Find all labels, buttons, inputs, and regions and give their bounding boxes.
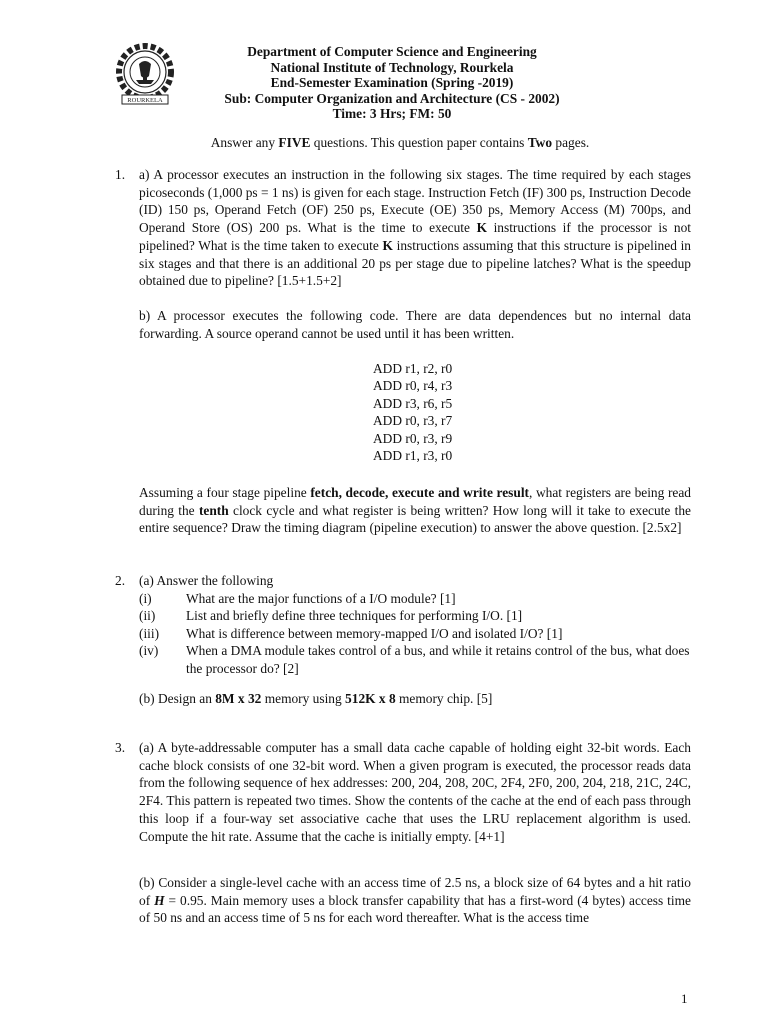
exam-line: End-Semester Examination (Spring -2019) — [270, 75, 514, 91]
list-item: (iii) What is difference between memory-mapped I/O and isolated I/O? [1] — [139, 626, 563, 641]
time-line: Time: 3 Hrs; FM: 50 — [332, 106, 452, 122]
department-line: Department of Computer Science and Engineering — [247, 44, 537, 59]
institute-line: National Institute of Technology, Rourkela — [270, 59, 514, 75]
exam-header — [180, 44, 604, 122]
question-2b: (b) Design an 8M x 32 memory using 512K x 8 memory chip. [5] — [139, 691, 493, 706]
question-1b-question: Assuming a four stage pipeline fetch, decode, execute and write result, what registers are being read during the tenth clock cycle and what register is being written? How long will it take to execute the entire sequence? Draw the timing diagram (pipeline execution) to answer the above question. [2.5x2] — [139, 485, 692, 536]
question-3-number: 3. — [115, 740, 126, 755]
page-number: 1 — [681, 991, 688, 1006]
code-line: ADD r3, r6, r5 — [373, 395, 453, 411]
list-item: (i) What are the major functions of a I/O module? [1] — [139, 591, 456, 606]
question-3a: (a) A byte-addressable computer has a small data cache capable of holding eight 32-bit words. Each cache block consists of one 32-bit word. When a given program is executed, the processor reads data from the following sequence of hex addresses: 200, 204, 208, 20C, 2F4, 2F0, 200, 204, 218, 21C, 24C, 2F4. This pattern is repeated two times. Show the contents of the cache at the end of each pass through this loop if a four-way set associative cache that uses the LRU replacement algorithm is used. Compute the hit rate. Assume that the cache is initially empty. [4+1] — [139, 740, 691, 844]
list-item: (ii) List and briefly define three techniques for performing I/O. [1] — [139, 608, 523, 623]
logo-text: ROURKELA — [127, 97, 163, 104]
list-item: (iv) When a DMA module takes control of a bus, and while it retains control of the bus, what does the processor do? [2] — [139, 643, 690, 676]
code-listing — [373, 360, 493, 464]
question-2-number: 2. — [115, 573, 126, 588]
code-line: ADD r1, r3, r0 — [373, 448, 453, 464]
code-line: ADD r1, r2, r0 — [373, 361, 453, 376]
institute-logo-icon — [110, 40, 180, 110]
question-3b: (b) Consider a single-level cache with an access time of 2.5 ns, a block size of 64 bytes and a hit ratio of H = 0.95. Main memory uses a block transfer capability that has a first-word (4 bytes) access time of 50 ns and an access time of 5 ns for each word thereafter. What is the access time — [139, 875, 691, 926]
code-line: ADD r0, r3, r7 — [373, 413, 453, 429]
question-1-number: 1. — [115, 167, 126, 182]
question-2a-intro: (a) Answer the following — [139, 573, 274, 588]
question-1b-intro: b) A processor executes the following code. There are data dependences but no internal data forwarding. A source operand cannot be used until it has been written. — [139, 308, 691, 341]
code-line: ADD r0, r3, r9 — [373, 430, 453, 446]
exam-instructions: Answer any FIVE questions. This question paper contains Two pages. — [210, 135, 590, 150]
code-line: ADD r0, r4, r3 — [373, 378, 453, 394]
question-1a: a) A processor executes an instruction in the following six stages. The time required by each stages picoseconds (1,000 ps = 1 ns) is given for each stage. Instruction Fetch (IF) 300 ps, Instruction Decode (ID) 150 ps, Operand Fetch (OF) 250 ps, Execute (OE) 350 ps, Memory Access (M) 700ps, and Operand Store (OS) 200 ps. What is the time to execute K instructions if the processor is not pipelined? What is the time taken to execute K instructions assuming that this structure is pipelined in six stages and that there is an additional 20 ps per stage due to pipeline latches? What is the speedup obtained due to pipeline? [1.5+1.5+2] — [139, 167, 692, 289]
subject-line: Sub: Computer Organization and Architecture (CS - 2002) — [224, 90, 560, 106]
